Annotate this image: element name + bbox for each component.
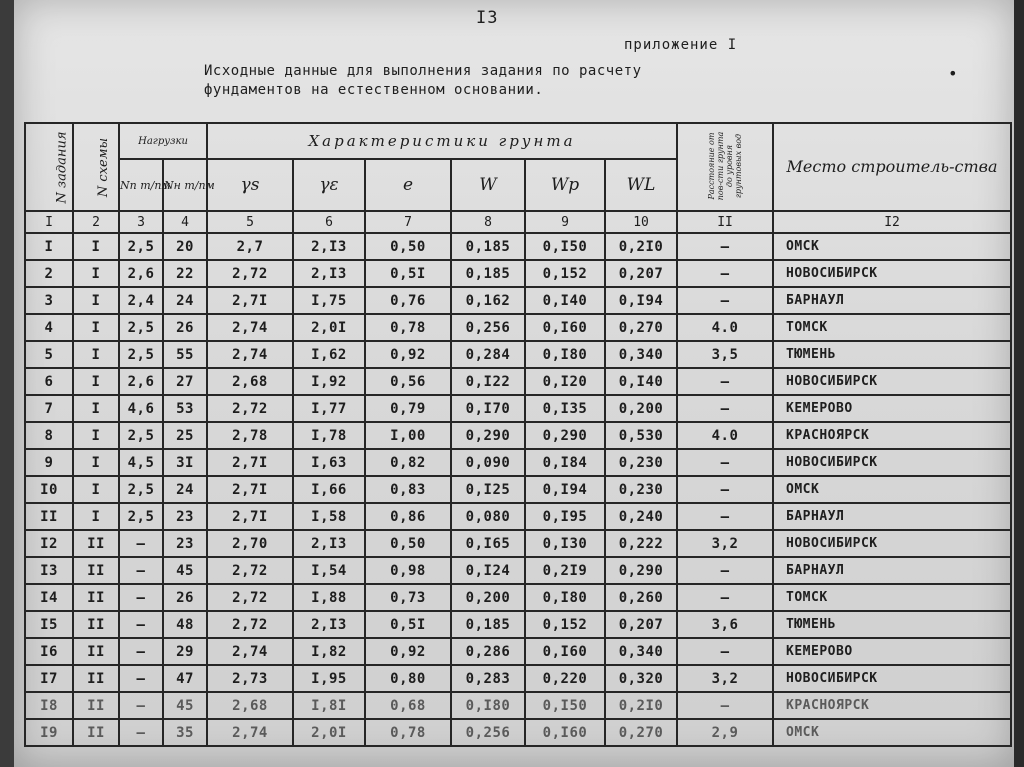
table-cell: – [677, 692, 773, 719]
table-cell: 55 [163, 341, 207, 368]
city-cell: ОМСК [773, 719, 1011, 746]
table-cell: 0,152 [525, 260, 605, 287]
table-cell: 2,72 [207, 260, 293, 287]
table-cell: 2,0I [293, 314, 365, 341]
table-row [25, 557, 1011, 584]
table-cell: 0,50 [365, 530, 451, 557]
table-cell: 2 [25, 260, 73, 287]
table-cell: 2,5 [119, 476, 163, 503]
table-cell: – [677, 503, 773, 530]
table-row [25, 449, 1011, 476]
table-cell: 0,I70 [451, 395, 525, 422]
table-cell: 3,5 [677, 341, 773, 368]
table-cell: 2,72 [207, 557, 293, 584]
table-cell: – [119, 719, 163, 746]
city-cell: ТЮМЕНЬ [773, 341, 1011, 368]
table-cell: 0,270 [605, 719, 677, 746]
table-cell: 2,74 [207, 341, 293, 368]
city-cell: КРАСНОЯРСК [773, 422, 1011, 449]
table-cell: 0,185 [451, 260, 525, 287]
table-cell: I6 [25, 638, 73, 665]
table-cell: 0,83 [365, 476, 451, 503]
column-number: 8 [451, 211, 525, 233]
table-cell: 0,290 [605, 557, 677, 584]
city-cell: ТОМСК [773, 584, 1011, 611]
table-cell: 0,68 [365, 692, 451, 719]
table-cell: 0,080 [451, 503, 525, 530]
table-cell: 26 [163, 314, 207, 341]
table-cell: 0,80 [365, 665, 451, 692]
table-cell: 2,68 [207, 692, 293, 719]
city-cell: НОВОСИБИРСК [773, 368, 1011, 395]
table-cell: 2,78 [207, 422, 293, 449]
city-cell: КЕМЕРОВО [773, 638, 1011, 665]
table-cell: 0,207 [605, 260, 677, 287]
table-cell: 22 [163, 260, 207, 287]
table-cell: 2,6 [119, 260, 163, 287]
table-cell: – [119, 692, 163, 719]
column-number: 3 [119, 211, 163, 233]
table-cell: 4,6 [119, 395, 163, 422]
table-cell: 0,340 [605, 341, 677, 368]
table-row [25, 665, 1011, 692]
table-cell: 3 [25, 287, 73, 314]
header-soil-group: Характеристики грунта [207, 123, 677, 159]
city-cell: КРАСНОЯРСК [773, 692, 1011, 719]
city-cell: НОВОСИБИРСК [773, 449, 1011, 476]
table-cell: 0,2I9 [525, 557, 605, 584]
table-cell: I,77 [293, 395, 365, 422]
table-cell: 0,090 [451, 449, 525, 476]
table-cell: 0,270 [605, 314, 677, 341]
table-cell: 0,I40 [525, 287, 605, 314]
column-number: I [25, 211, 73, 233]
table-cell: 2,9 [677, 719, 773, 746]
table-cell: – [677, 260, 773, 287]
table-cell: 47 [163, 665, 207, 692]
table-cell: I,54 [293, 557, 365, 584]
table-row [25, 422, 1011, 449]
table-cell: I,8I [293, 692, 365, 719]
table-row [25, 692, 1011, 719]
column-number-row [25, 211, 1011, 233]
table-cell: I [73, 287, 119, 314]
table-row [25, 503, 1011, 530]
column-number: 7 [365, 211, 451, 233]
table-cell: 0,185 [451, 233, 525, 260]
table-cell: 0,256 [451, 314, 525, 341]
table-cell: 0,86 [365, 503, 451, 530]
table-cell: – [677, 449, 773, 476]
table-cell: I2 [25, 530, 73, 557]
heading-line-2: фундаментов на естественном основании. [204, 82, 544, 98]
table-cell: 6 [25, 368, 73, 395]
column-number: 6 [293, 211, 365, 233]
table-cell: 0,I22 [451, 368, 525, 395]
table-cell: – [119, 530, 163, 557]
header-w: W [451, 159, 525, 211]
table-cell: 0,56 [365, 368, 451, 395]
city-cell: ОМСК [773, 476, 1011, 503]
table-cell: I [73, 341, 119, 368]
bullet-mark: • [948, 64, 958, 83]
table-cell: 0,530 [605, 422, 677, 449]
table-cell: 2,5 [119, 314, 163, 341]
header-place: Место строитель-ства [773, 123, 1011, 211]
table-cell: 23 [163, 503, 207, 530]
table-cell: I [73, 449, 119, 476]
table-cell: I0 [25, 476, 73, 503]
table-cell: 0,I20 [525, 368, 605, 395]
table-cell: 26 [163, 584, 207, 611]
table-cell: I [73, 476, 119, 503]
table-cell: 0,I60 [525, 314, 605, 341]
table-cell: I [25, 233, 73, 260]
table-cell: I [73, 422, 119, 449]
table-cell: 9 [25, 449, 73, 476]
table-cell: 0,284 [451, 341, 525, 368]
table-cell: 2,7I [207, 503, 293, 530]
page-number: I3 [476, 8, 499, 28]
table-cell: 4 [25, 314, 73, 341]
city-cell: НОВОСИБИРСК [773, 665, 1011, 692]
table-cell: 3,2 [677, 665, 773, 692]
table-cell: 0,I94 [525, 476, 605, 503]
table-cell: 35 [163, 719, 207, 746]
table-row [25, 719, 1011, 746]
table-cell: II [73, 530, 119, 557]
table-cell: 4,5 [119, 449, 163, 476]
page-edge-shadow [0, 0, 14, 767]
city-cell: ТЮМЕНЬ [773, 611, 1011, 638]
table-cell: II [73, 719, 119, 746]
table-cell: II [25, 503, 73, 530]
city-cell: БАРНАУЛ [773, 287, 1011, 314]
table-cell: 0,260 [605, 584, 677, 611]
table-cell: 0,290 [451, 422, 525, 449]
table-row [25, 611, 1011, 638]
table-row [25, 530, 1011, 557]
table-cell: 2,I3 [293, 260, 365, 287]
table-cell: 0,I80 [525, 584, 605, 611]
table-cell: II [73, 584, 119, 611]
table-cell: II [73, 692, 119, 719]
table-cell: 2,74 [207, 719, 293, 746]
table-cell: 0,I65 [451, 530, 525, 557]
table-cell: 2,68 [207, 368, 293, 395]
table-cell: 23 [163, 530, 207, 557]
table-cell: II [73, 665, 119, 692]
table-cell: 0,240 [605, 503, 677, 530]
table-cell: 7 [25, 395, 73, 422]
header-loads-group: Нагрузки [119, 123, 207, 159]
table-cell: II [73, 638, 119, 665]
table-cell: I,82 [293, 638, 365, 665]
table-cell: 0,I25 [451, 476, 525, 503]
table-cell: 2,74 [207, 314, 293, 341]
table-row [25, 260, 1011, 287]
table-cell: 2,7I [207, 287, 293, 314]
header-e: e [365, 159, 451, 211]
table-cell: 45 [163, 557, 207, 584]
header-wl: WL [605, 159, 677, 211]
table-cell: 2,70 [207, 530, 293, 557]
table-cell: I,00 [365, 422, 451, 449]
table-cell: 0,I35 [525, 395, 605, 422]
table-cell: I,78 [293, 422, 365, 449]
table-cell: – [119, 584, 163, 611]
city-cell: ТОМСК [773, 314, 1011, 341]
table-cell: 0,320 [605, 665, 677, 692]
table-row [25, 287, 1011, 314]
table-cell: II [73, 611, 119, 638]
table-cell: 0,I24 [451, 557, 525, 584]
table-cell: 0,230 [605, 449, 677, 476]
column-number: II [677, 211, 773, 233]
table-cell: I [73, 395, 119, 422]
table-cell: 0,98 [365, 557, 451, 584]
table-cell: 2,4 [119, 287, 163, 314]
table-cell: 0,I30 [525, 530, 605, 557]
column-number: 10 [605, 211, 677, 233]
table-cell: 0,290 [525, 422, 605, 449]
table-cell: 0,185 [451, 611, 525, 638]
header-groundwater: Расстояние от пов-сти грунта до уровня грунтовых вод [677, 123, 773, 211]
table-cell: 0,82 [365, 449, 451, 476]
table-cell: 3I [163, 449, 207, 476]
table-cell: I [73, 503, 119, 530]
table-row [25, 638, 1011, 665]
city-cell: ОМСК [773, 233, 1011, 260]
table-cell: – [677, 584, 773, 611]
table-cell: 0,222 [605, 530, 677, 557]
column-number: I2 [773, 211, 1011, 233]
table-cell: 27 [163, 368, 207, 395]
table-cell: 45 [163, 692, 207, 719]
table-cell: 2,72 [207, 584, 293, 611]
table-cell: 0,286 [451, 638, 525, 665]
table-cell: 53 [163, 395, 207, 422]
table-cell: 0,I60 [525, 638, 605, 665]
table-cell: 0,76 [365, 287, 451, 314]
table-cell: 0,78 [365, 719, 451, 746]
header-wp: Wp [525, 159, 605, 211]
table-cell: – [119, 611, 163, 638]
table-cell: 24 [163, 476, 207, 503]
table-cell: – [119, 557, 163, 584]
table-row [25, 341, 1011, 368]
table-cell: 3,2 [677, 530, 773, 557]
table-cell: 2,5 [119, 341, 163, 368]
table-cell: 2,5 [119, 503, 163, 530]
table-cell: I [73, 233, 119, 260]
table-cell: – [677, 557, 773, 584]
document-heading [204, 62, 642, 100]
table-cell: – [677, 476, 773, 503]
table-cell: 0,230 [605, 476, 677, 503]
table-cell: 2,5 [119, 233, 163, 260]
table-cell: 2,72 [207, 395, 293, 422]
table-cell: 0,I40 [605, 368, 677, 395]
table-cell: I,95 [293, 665, 365, 692]
table-cell: 0,200 [605, 395, 677, 422]
column-number: 4 [163, 211, 207, 233]
table-cell: I3 [25, 557, 73, 584]
table-cell: 2,I3 [293, 611, 365, 638]
table-cell: 2,6 [119, 368, 163, 395]
table-cell: – [677, 287, 773, 314]
table-row [25, 233, 1011, 260]
table-cell: 2,7 [207, 233, 293, 260]
table-cell: 0,73 [365, 584, 451, 611]
table-cell: I,58 [293, 503, 365, 530]
table-cell: 0,5I [365, 611, 451, 638]
soil-data-table [24, 122, 1012, 747]
table-body [25, 233, 1011, 746]
table-row [25, 395, 1011, 422]
table-cell: – [677, 395, 773, 422]
table-cell: 0,2I0 [605, 692, 677, 719]
table-cell: 2,5 [119, 422, 163, 449]
table-cell: 2,7I [207, 449, 293, 476]
column-number: 2 [73, 211, 119, 233]
table-row [25, 584, 1011, 611]
table-cell: 0,200 [451, 584, 525, 611]
table-row [25, 476, 1011, 503]
table-cell: I,62 [293, 341, 365, 368]
table-cell: I [73, 368, 119, 395]
city-cell: НОВОСИБИРСК [773, 530, 1011, 557]
table-cell: 0,I94 [605, 287, 677, 314]
table-cell: I,63 [293, 449, 365, 476]
appendix-label: приложение I [624, 37, 738, 53]
table-cell: 2,72 [207, 611, 293, 638]
table-cell: – [119, 665, 163, 692]
table-cell: II [73, 557, 119, 584]
table-cell: 2,73 [207, 665, 293, 692]
table-row [25, 314, 1011, 341]
table-cell: – [119, 638, 163, 665]
table-cell: 0,92 [365, 341, 451, 368]
city-cell: НОВОСИБИРСК [773, 260, 1011, 287]
city-cell: КЕМЕРОВО [773, 395, 1011, 422]
table-cell: 0,92 [365, 638, 451, 665]
table-cell: I,75 [293, 287, 365, 314]
table-row [25, 368, 1011, 395]
table-cell: I [73, 260, 119, 287]
table-cell: 0,256 [451, 719, 525, 746]
table-cell: 2,7I [207, 476, 293, 503]
table-cell: 2,I3 [293, 530, 365, 557]
table-cell: 0,I50 [525, 692, 605, 719]
column-number: 9 [525, 211, 605, 233]
column-number: 5 [207, 211, 293, 233]
table-cell: I4 [25, 584, 73, 611]
table-cell: 4.0 [677, 314, 773, 341]
table-cell: 25 [163, 422, 207, 449]
table-cell: 24 [163, 287, 207, 314]
table-cell: 0,340 [605, 638, 677, 665]
table-cell: 0,50 [365, 233, 451, 260]
table-cell: I5 [25, 611, 73, 638]
table-cell: I9 [25, 719, 73, 746]
table-cell: I7 [25, 665, 73, 692]
table-cell: 29 [163, 638, 207, 665]
table-cell: I,66 [293, 476, 365, 503]
table-cell: 0,2I0 [605, 233, 677, 260]
header-scheme-no: N схемы [73, 123, 119, 211]
table-cell: I8 [25, 692, 73, 719]
table-cell: 20 [163, 233, 207, 260]
table-cell: 0,220 [525, 665, 605, 692]
table-cell: 0,I95 [525, 503, 605, 530]
header-gamma-e: γε [293, 159, 365, 211]
table-cell: I,92 [293, 368, 365, 395]
table-cell: 0,207 [605, 611, 677, 638]
table-cell: 0,5I [365, 260, 451, 287]
header-task-no: N задания [25, 123, 73, 211]
table-cell: I [73, 314, 119, 341]
city-cell: БАРНАУЛ [773, 557, 1011, 584]
table-cell: 2,74 [207, 638, 293, 665]
table-cell: 4.0 [677, 422, 773, 449]
table-cell: 0,I80 [525, 341, 605, 368]
table-cell: 0,I60 [525, 719, 605, 746]
table-cell: – [677, 638, 773, 665]
table-cell: 0,I80 [451, 692, 525, 719]
table-cell: 0,152 [525, 611, 605, 638]
heading-line-1: Исходные данные для выполнения задания по расчету [204, 63, 642, 79]
table-cell: 2,I3 [293, 233, 365, 260]
table-cell: – [677, 368, 773, 395]
header-np: Nп т/пм [119, 159, 163, 211]
table-cell: 2,0I [293, 719, 365, 746]
table-cell: 0,79 [365, 395, 451, 422]
table-cell: – [677, 233, 773, 260]
header-gamma-s: γs [207, 159, 293, 211]
header-nn: Nн т/пм [163, 159, 207, 211]
table-cell: 0,78 [365, 314, 451, 341]
table-cell: 48 [163, 611, 207, 638]
city-cell: БАРНАУЛ [773, 503, 1011, 530]
table-cell: I,88 [293, 584, 365, 611]
table-cell: 0,162 [451, 287, 525, 314]
table-cell: 0,283 [451, 665, 525, 692]
table-cell: 8 [25, 422, 73, 449]
table-cell: 3,6 [677, 611, 773, 638]
table-cell: 0,I50 [525, 233, 605, 260]
table-cell: 5 [25, 341, 73, 368]
table-cell: 0,I84 [525, 449, 605, 476]
